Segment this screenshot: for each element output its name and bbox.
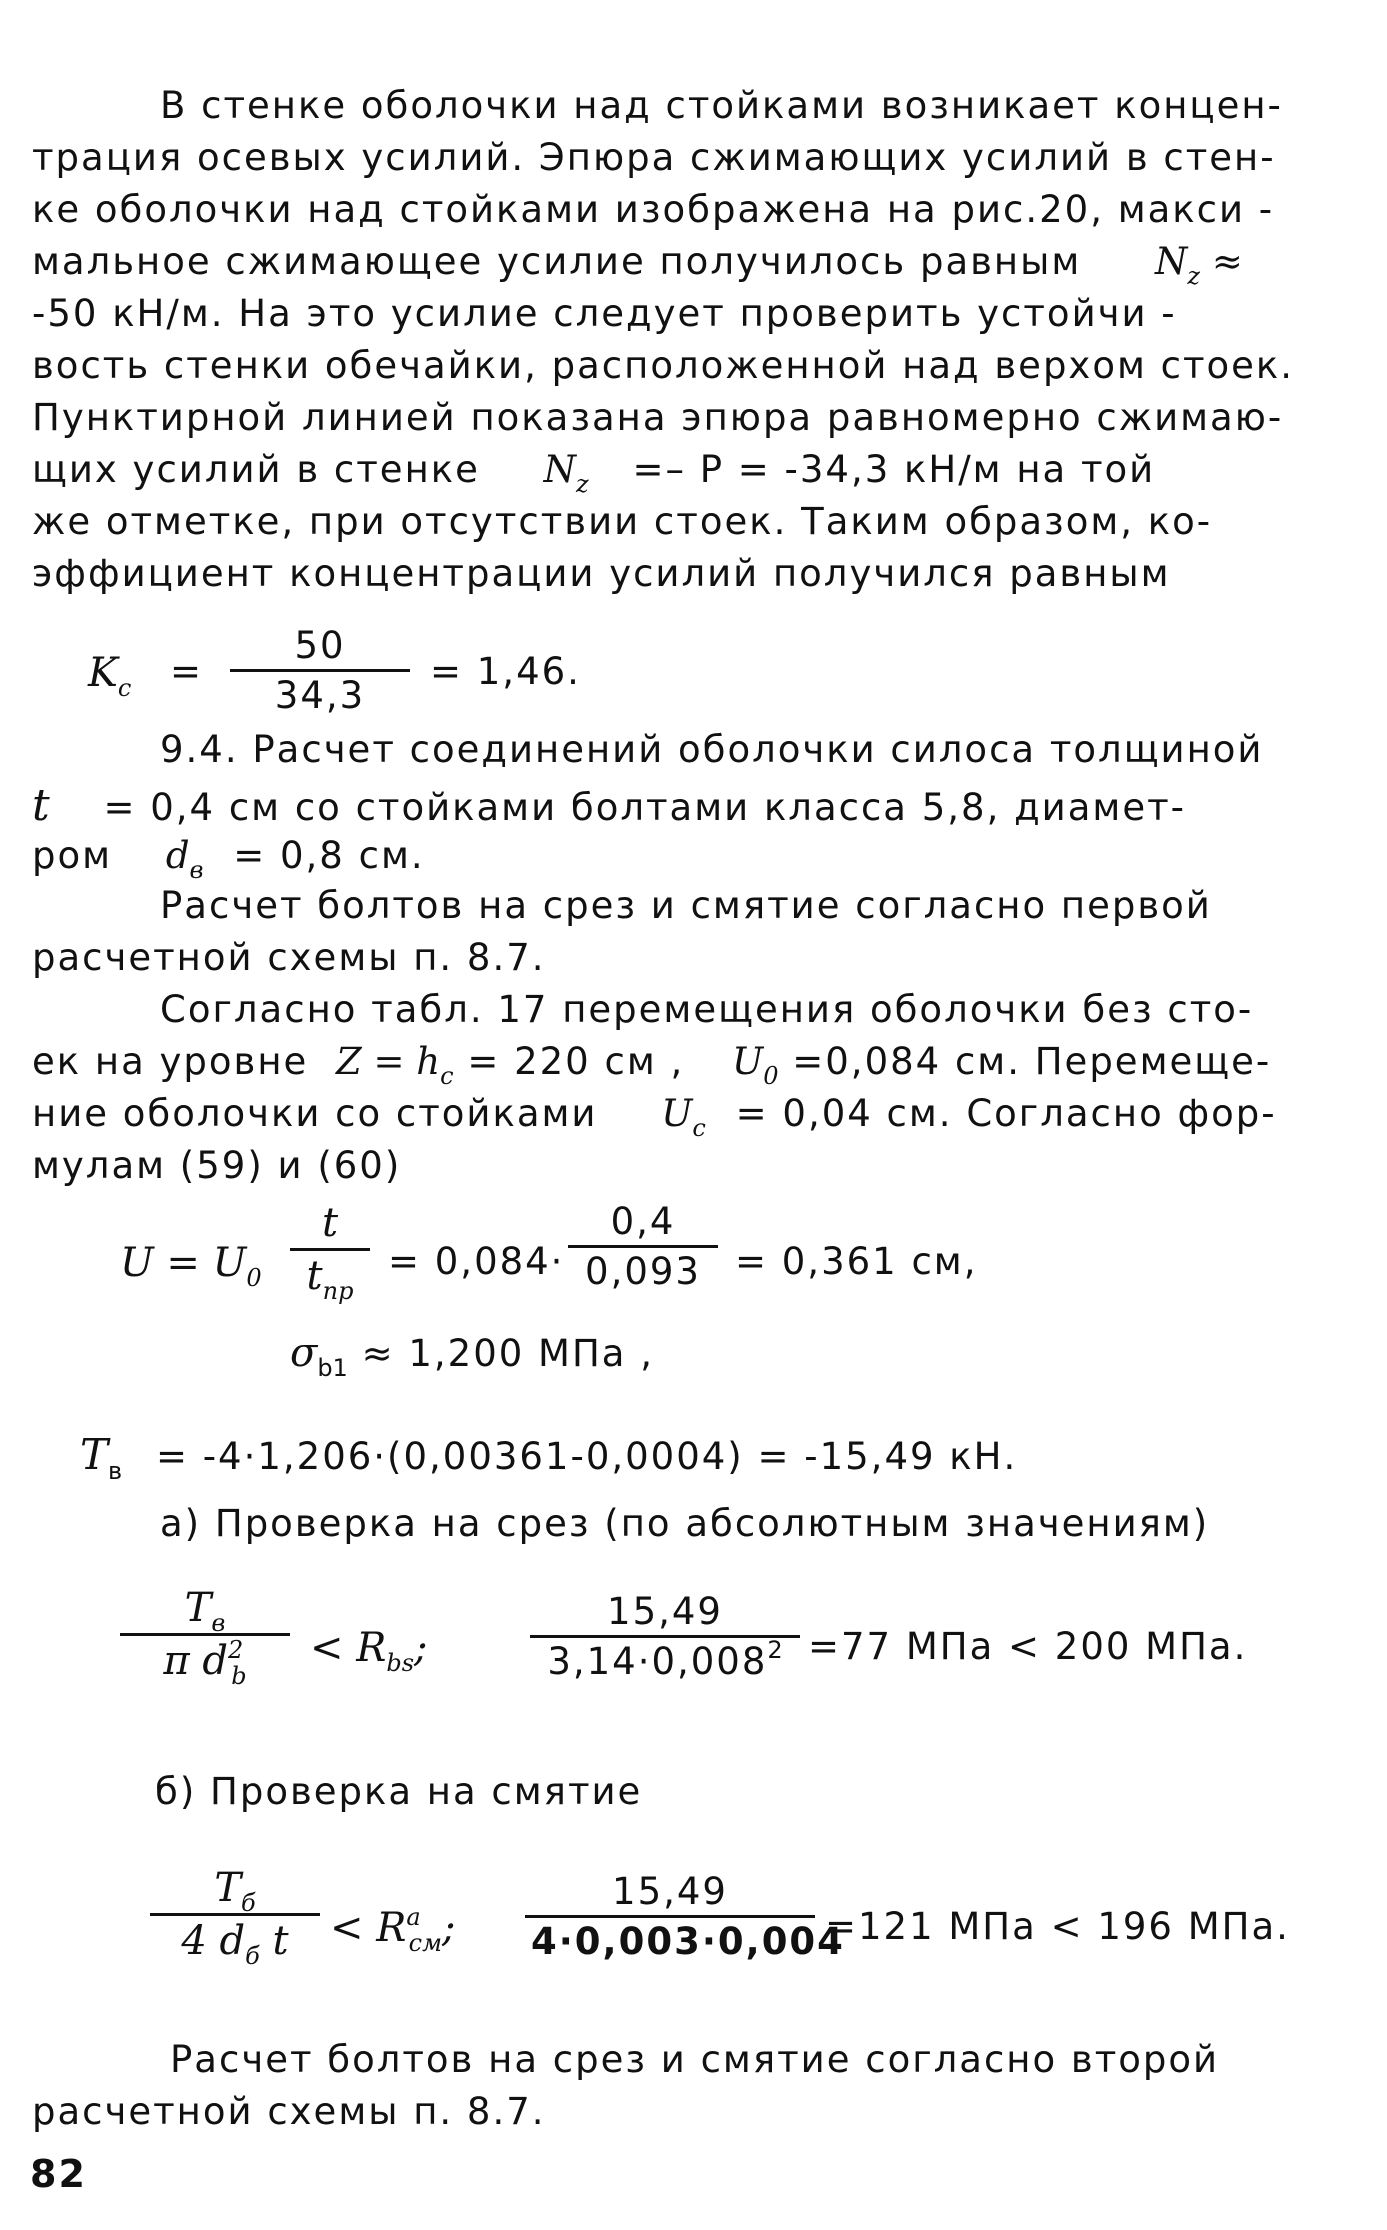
symbol-u0: $U_0$: [732, 1040, 779, 1090]
bearing-result: =121 МПа < 196 МПа.: [825, 1905, 1290, 1948]
text-line: [32, 448, 1156, 498]
bearing-fraction2: 15,49 4·0,003·0,004: [525, 1870, 815, 1963]
sigma-line: $\sigma_{b1} \approx 1,200$ МПа ,: [290, 1330, 654, 1382]
text-line: [32, 834, 425, 884]
text-line-part: ром: [32, 834, 113, 877]
text-line: расчетной схемы п. 8.7.: [32, 2090, 546, 2133]
formula-u-result: = 0,361 см,: [735, 1240, 978, 1283]
kc-denominator: 34,3: [274, 674, 366, 717]
check-a-heading: а) Проверка на срез (по абсолютным значениям): [160, 1502, 1210, 1545]
shear-result: =77 МПа < 200 МПа.: [808, 1625, 1248, 1668]
text-line: [32, 780, 1186, 831]
text-line: вость стенки обечайки, расположенной над верхом стоек.: [32, 344, 1295, 387]
bearing-relation: < $R^a_{см}$;: [330, 1903, 456, 1957]
symbol-nz: $N_z$ ≈: [1155, 240, 1243, 290]
text-line-part: = 0,8 см.: [233, 834, 425, 877]
section-heading: 9.4. Расчет соединений оболочки силоса толщиной: [160, 728, 1264, 771]
kc-result: = 1,46.: [430, 650, 581, 693]
text-line-part: =– P = -34,3 кН/м на той: [632, 448, 1156, 491]
text-line: Пунктирной линией показана эпюра равномерно сжимаю-: [32, 396, 1284, 439]
shear-fraction: $T_в$ π $d^2_b$: [120, 1585, 290, 1684]
symbol-nz: $N_z$: [543, 448, 589, 498]
check-b-heading: б) Проверка на смятие: [155, 1770, 643, 1813]
text-line: [32, 1040, 1272, 1090]
text-line-part: = 0,04 см. Согласно фор-: [735, 1092, 1277, 1135]
formula-u-fraction2: 0,4 0,093: [568, 1200, 718, 1293]
kc-symbol: $K_c$: [88, 650, 132, 702]
text-line-part: =0,084 см. Перемеще-: [792, 1040, 1272, 1083]
text-line-part: = 220 см ,: [467, 1040, 685, 1083]
bearing-fraction: $T_б$ 4 $d_б$ t: [150, 1865, 320, 1964]
symbol-d: $d_в$: [165, 834, 204, 884]
shear-relation: < $R_{bs}$;: [310, 1625, 428, 1677]
text-line: -50 кН/м. На это усилие следует проверить устойчи -: [32, 292, 1177, 335]
text-line-part: ние оболочки со стойками: [32, 1092, 598, 1135]
text-line: ке оболочки над стойками изображена на рис.20, макси -: [32, 188, 1275, 231]
symbol-t: t: [32, 780, 50, 831]
symbol-z: $Z = h_c$: [336, 1040, 454, 1090]
text-line: же отметке, при отсутствии стоек. Таким образом, ко-: [32, 500, 1213, 543]
formula-u-lhs: $U = U_0$: [120, 1240, 262, 1292]
formula-u-mid: = 0,084·: [388, 1240, 565, 1283]
text-line-part: = 0,4 см со стойками болтами класса 5,8, диамет-: [103, 786, 1186, 829]
tb-line: $T_в = -4\cdot 1,206\cdot(0,00361-0,0004) = -15,49$ кН.: [80, 1430, 1018, 1485]
text-line: эффициент концентрации усилий получился равным: [32, 552, 1171, 595]
symbol-uc: $U_c$: [661, 1092, 706, 1142]
text-line: [32, 240, 1243, 290]
shear-fraction2: 15,49 $3,14\cdot 0,008^2$: [530, 1590, 800, 1683]
text-line: Согласно табл. 17 перемещения оболочки без сто-: [160, 988, 1254, 1031]
kc-fraction: [230, 624, 410, 717]
text-line: Расчет болтов на срез и смятие согласно второй: [170, 2038, 1220, 2081]
text-line: трация осевых усилий. Эпюра сжимающих усилий в стен-: [32, 136, 1276, 179]
text-line-part: ек на уровне: [32, 1040, 309, 1083]
text-line-part: мальное сжимающее усилие получилось равным: [32, 240, 1082, 283]
page-number: 82: [30, 2152, 87, 2196]
kc-equals: =: [170, 650, 204, 693]
text-line: расчетной схемы п. 8.7.: [32, 936, 546, 979]
text-line: мулам (59) и (60): [32, 1144, 402, 1187]
formula-u-fraction1: t $t_{пр}$: [290, 1200, 370, 1299]
text-line-part: щих усилий в стенке: [32, 448, 480, 491]
text-line: В стенке оболочки над стойками возникает концен-: [160, 84, 1283, 127]
text-line: Расчет болтов на срез и смятие согласно первой: [160, 884, 1212, 927]
text-line: [32, 1092, 1277, 1142]
kc-numerator: 50: [294, 624, 346, 667]
